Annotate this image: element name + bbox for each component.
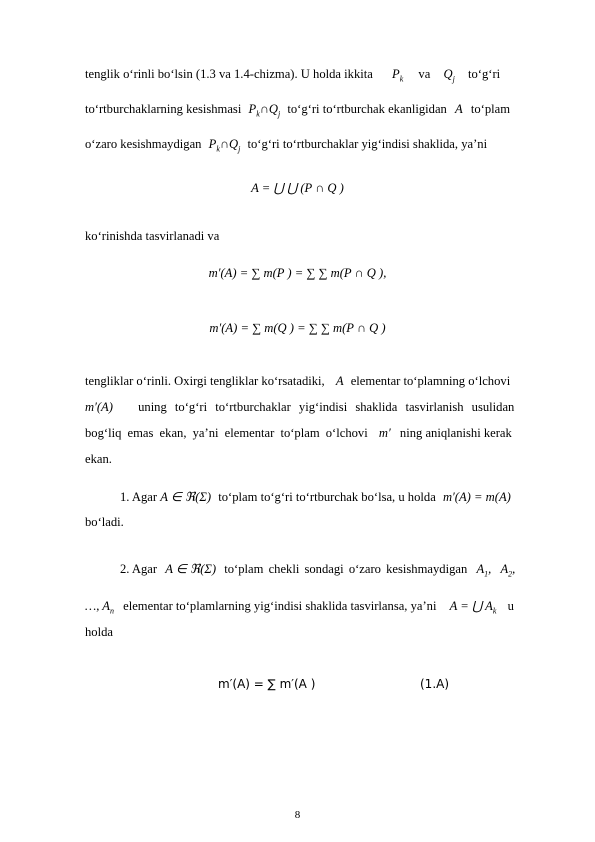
equation-sum-measure: m′(A) = ∑ m′(A ) <box>218 677 316 691</box>
text-fragment: u <box>507 599 514 613</box>
page-number: 8 <box>294 809 301 821</box>
text-fragment: o‘zaro kesishmaydigan <box>85 137 202 151</box>
paragraph-3-line-4: ekan. <box>85 452 112 466</box>
equation-label: (1.A) <box>420 677 450 691</box>
math-m-prime-A: m′(A) <box>85 400 113 414</box>
math-A-in-R: A ∈ ℜ(Σ) <box>160 490 212 504</box>
math-m-prime-equals-m: m′(A) = m(A) <box>442 490 511 504</box>
text-fragment: to‘g‘ri to‘rtburchak ekanligidan <box>287 102 447 116</box>
math-Pk: $P_k$ <box>392 67 404 84</box>
math-A-in-R: A ∈ ℜ(Σ) <box>165 562 217 576</box>
equation-union: A = ⋃ ⋃ (P ∩ Q ) <box>251 181 344 195</box>
item-2-line-3: holda <box>85 625 113 639</box>
text-fragment: to‘plam to‘g‘ri to‘rtburchak bo‘lsa, u holda <box>218 490 436 504</box>
math-m-prime: m′ <box>378 426 391 440</box>
text-fragment: uning to‘g‘ri to‘rtburchaklar yig‘indisi shaklida tasvirlanish usulidan <box>138 400 515 414</box>
paragraph-2: ko‘rinishda tasvirlanadi va <box>85 229 220 243</box>
paragraph-3-line-2 <box>85 399 515 415</box>
text-fragment: to‘plam chekli sondagi o‘zaro kesishmaydigan <box>224 562 468 576</box>
text-fragment: 1. Agar <box>120 490 158 504</box>
paragraph-3-line-1 <box>85 373 512 389</box>
text-fragment: to‘plam <box>470 102 511 116</box>
text-fragment: to‘g‘ri to‘rtburchaklar yig‘indisi shaklida, ya’ni <box>247 137 488 151</box>
text-fragment: 2. Agar <box>120 562 158 576</box>
math-A: A <box>455 102 463 116</box>
math-Pk-cap-Qj: $P_k\cap Q_j$ <box>208 137 241 154</box>
paragraph-1-line-1 <box>85 66 512 88</box>
item-2-line-1 <box>120 561 516 583</box>
text-fragment: tengliklar o‘rinli. Oxirgi tengliklar ko‘rsatadiki, <box>85 374 325 388</box>
text-fragment: elementar to‘plamlarning yig‘indisi shaklida tasvirlansa, ya’ni <box>123 599 437 613</box>
math-A: A <box>335 374 344 388</box>
math-Qj: $Q_j$ <box>443 67 455 84</box>
text-fragment: ning aniqlanishi kerak <box>399 426 512 440</box>
paragraph-1-line-3 <box>85 136 512 158</box>
equation-measure-2: m′(A) = ∑ m(Q ) = ∑ ∑ m(P ∩ Q ) <box>209 321 386 335</box>
paragraph-1-line-2 <box>85 101 512 123</box>
math-dots-An: …, $A_n$ <box>85 599 114 616</box>
equation-measure-1: m′(A) = ∑ m(P ) = ∑ ∑ m(P ∩ Q ), <box>208 266 387 280</box>
text-fragment: bog‘liq emas ekan, ya’ni elementar to‘plam o‘lchovi <box>85 426 368 440</box>
text-fragment: elementar to‘plamning o‘lchovi <box>350 374 511 388</box>
item-2-line-2 <box>85 598 512 620</box>
math-union-Ak: A = ⋃ $A_k$ <box>449 599 497 616</box>
math-A1: $A_1$, <box>476 562 492 579</box>
item-1-line-1 <box>120 489 512 505</box>
item-1-line-2: bo‘ladi. <box>85 515 124 529</box>
paragraph-3-line-3 <box>85 425 512 441</box>
text-fragment: va <box>418 67 431 81</box>
text-fragment: to‘rtburchaklarning kesishmasi <box>85 102 242 116</box>
text-fragment: tenglik o‘rinli bo‘lsin (1.3 va 1.4-chizma). U holda ikkita <box>85 67 373 81</box>
text-fragment: to‘g‘ri <box>467 67 501 81</box>
math-A2: $A_2$, <box>500 562 516 579</box>
math-Pk-cap-Qj: $P_k\cap Q_j$ <box>248 102 281 119</box>
